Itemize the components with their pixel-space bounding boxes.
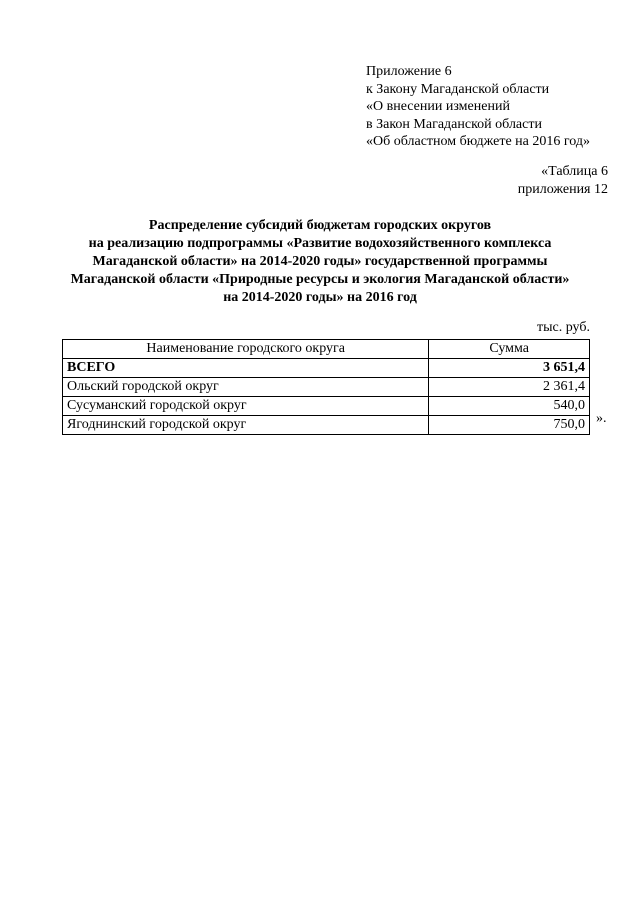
appendix-line: «Об областном бюджете на 2016 год» [366, 134, 590, 149]
total-amount: 3 651,4 [429, 359, 590, 378]
district-amount: 540,0 [429, 397, 590, 416]
column-header-amount: Сумма [429, 340, 590, 359]
table-row [63, 416, 590, 435]
appendix-line: к Закону Магаданской области [366, 81, 550, 97]
table-reference [518, 163, 608, 199]
table-total-row [63, 359, 590, 378]
title-line: на 2014-2020 годы» на 2016 год [223, 290, 417, 305]
appendix-line: в Закон Магаданской области [366, 116, 542, 132]
title-line: Распределение субсидий бюджетам городских округов [148, 218, 492, 233]
column-header-name: Наименование городского округа [63, 340, 429, 359]
table-row [63, 378, 590, 397]
appendix-line: «О внесении изменений [366, 99, 510, 114]
table-reference-line: «Таблица 6 [541, 164, 608, 179]
appendix-block [366, 63, 590, 151]
unit-label: тыс. руб. [537, 320, 590, 335]
district-name: Ольский городской округ [63, 378, 429, 397]
district-amount: 750,0 [429, 416, 590, 435]
document-title [40, 217, 600, 307]
table-reference-line: приложения 12 [517, 182, 608, 197]
title-line: Магаданской области» на 2014-2020 годы» государственной программы [92, 254, 548, 269]
total-label: ВСЕГО [63, 359, 429, 378]
title-line: Магаданской области «Природные ресурсы и экология Магаданской области» [70, 272, 570, 287]
title-line: на реализацию подпрограммы «Развитие водохозяйственного комплекса [88, 236, 552, 251]
district-name: Ягоднинский городской округ [63, 416, 429, 435]
district-amount: 2 361,4 [429, 378, 590, 397]
district-name: Сусуманский городской округ [63, 397, 429, 416]
table-header-row [63, 340, 590, 359]
closing-mark: ». [596, 411, 607, 426]
subsidy-table [62, 339, 590, 435]
appendix-line: Приложение 6 [366, 64, 452, 79]
table-row [63, 397, 590, 416]
